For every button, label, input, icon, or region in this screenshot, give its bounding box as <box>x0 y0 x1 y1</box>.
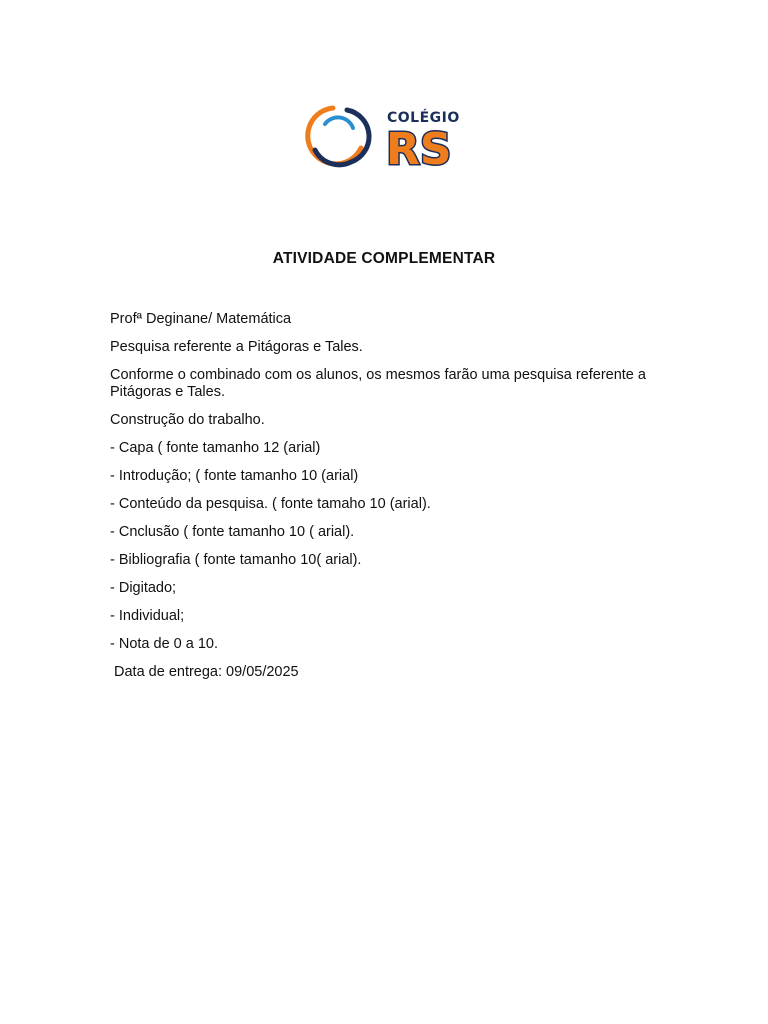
construction-heading: Construção do trabalho. <box>110 412 265 428</box>
logo-small-text: COLÉGIO <box>387 110 460 126</box>
logo-big-text: RS <box>386 124 452 175</box>
document-title: ATIVIDADE COMPLEMENTAR <box>272 250 496 267</box>
school-logo <box>303 100 468 175</box>
list-item: - Digitado; <box>110 580 177 596</box>
document-body <box>110 311 650 692</box>
list-item: - Bibliografia ( fonte tamanho 10( arial). <box>110 552 362 568</box>
teacher-line: Profª Deginane/ Matemática <box>110 311 292 327</box>
list-item: - Introdução; ( fonte tamanho 10 (arial) <box>110 468 359 484</box>
list-item: - Nota de 0 a 10. <box>110 636 219 652</box>
list-item: - Individual; <box>110 608 185 624</box>
subject-line: Pesquisa referente a Pitágoras e Tales. <box>110 339 363 355</box>
due-date-line: Data de entrega: 09/05/2025 <box>114 664 299 680</box>
logo-blue-arc <box>325 117 353 128</box>
list-item: - Capa ( fonte tamanho 12 (arial) <box>110 440 321 456</box>
description-paragraph: Conforme o combinado com os alunos, os mesmos farão uma pesquisa referente a Pitágoras e Tales. <box>110 367 646 400</box>
list-item: - Conteúdo da pesquisa. ( fonte tamaho 10 (arial). <box>110 496 431 512</box>
school-logo-graphic <box>303 100 468 175</box>
list-item: - Cnclusão ( fonte tamanho 10 ( arial). <box>110 524 355 540</box>
